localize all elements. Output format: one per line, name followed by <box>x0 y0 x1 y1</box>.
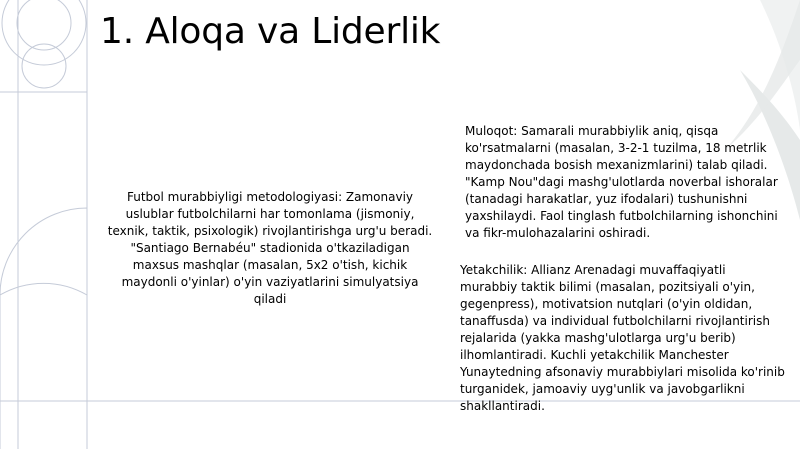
page-title: 1. Aloqa va Liderlik <box>100 11 441 52</box>
methodology-text: Futbol murabbiyligi metodologiyasi: Zamonaviy uslublar futbolchilarni har tomonlama (jismoniy, texnik, taktik, psixologik) rivojlantirishga urg'u beradi. "Santiago Bernabéu" stadionida o'tkaziladigan maxsus mashqlar (masalan, 5x2 o'tish, kichik maydonli o'yinlar) o'yin vaziyatlarini simulyatsiya qiladi <box>107 190 433 306</box>
leadership-text: Yetakchilik: Allianz Arenadagi muvaffaqiyatli murabbiy taktik bilimi (masalan, pozitsiyali o'yin, gegenpress), motivatsion nutqlari (o'yin oldidan, tanaffusda) va individual futbolchilarni rivojlantirish rejalarida (yakka mashg'ulotlarga urg'u berib) ilhomlantiradi. Kuchli yetakchilik Manchester Yunaytedning afsonaviy murabbiylari misolida ko'rinib turganidek, jamoaviy uyg'unlik va javobgarlikni shakllantiradi. <box>460 263 785 413</box>
communication-text: Muloqot: Samarali murabbiylik aniq, qisqa ko'rsatmalarni (masalan, 3-2-1 tuzilma, 18 metrlik maydonchada bosish mexanizmlarini) talab qiladi. "Kamp Nou"dagi mashg'ulotlarda noverbal ishoralar (tanadagi harakatlar, yuz ifodalari) tushunishni yaxshilaydi. Faol tinglash futbolchilarning ishonchini va fikr-mulohazalarini oshiradi. <box>465 124 778 240</box>
